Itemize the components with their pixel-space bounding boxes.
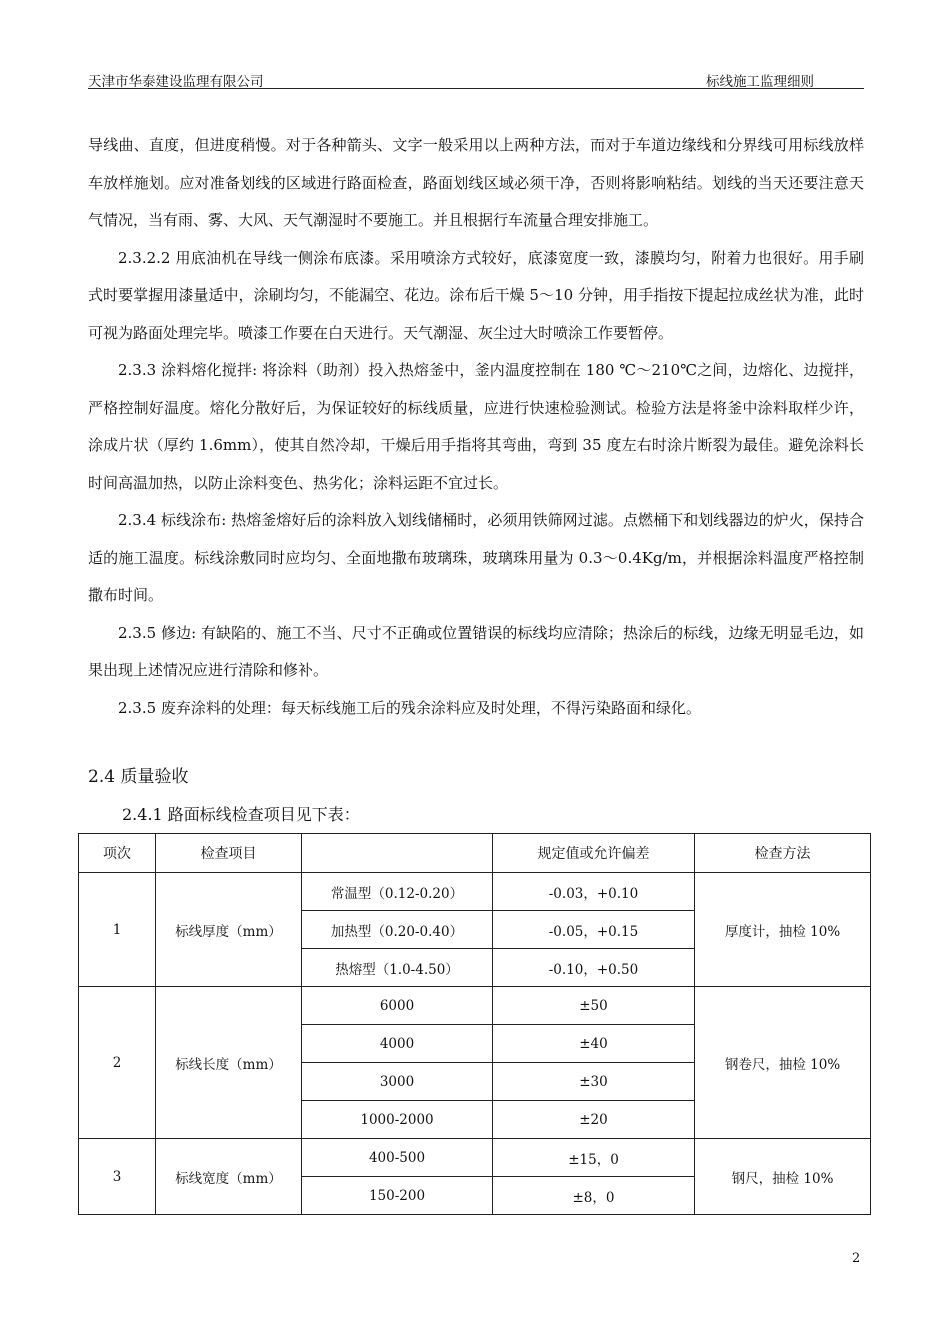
spec-cell: 150-200 (302, 1177, 493, 1215)
item-name: 标线宽度（mm） (156, 1139, 302, 1215)
spec-cell: 400-500 (302, 1139, 493, 1177)
header-cell: 规定值或允许偏差 (493, 834, 695, 873)
paragraph: 2.3.5 修边: 有缺陷的、施工不当、尺寸不正确或位置错误的标线均应清除；热涂后的标线，边缘无明显毛边，如果出现上述情况应进行清除和修补。 (88, 623, 864, 679)
paragraph: 2.3.3 涂料熔化搅拌: 将涂料（助剂）投入热熔釜中，釜内温度控制在 180 ℃～210℃之间，边熔化、边搅拌，严格控制好温度。熔化分散好后，为保证较好的标线质量，应进行快速检验测试。检验方法是将釜中涂料取样少许，涂成片状（厚约 1.6mm），使其自然冷却，干燥后用手指将其弯曲，弯到 35 度左右时涂片断裂为最佳。避免涂料长时间高温加热，以防止涂料变色、热劣化；涂料运距不宜过长。 (88, 361, 864, 492)
header-cell: 检查方法 (695, 834, 871, 873)
tolerance-cell: -0.05，+0.15 (493, 911, 695, 949)
paragraph: 2.3.4 标线涂布: 热熔釜熔好后的涂料放入划线储桶时，必须用铁筛网过滤。点燃桶下和划线器边的炉火，保持合适的施工温度。标线涂敷同时应均匀、全面地撒布玻璃珠，玻璃珠用量为 0.3～0.4Kg/m，并根据涂料温度严格控制撒布时间。 (88, 511, 864, 604)
page-number: 2 (852, 1251, 861, 1266)
header-company: 天津市华泰建设监理有限公司 (88, 74, 264, 90)
tolerance-cell: ±30 (493, 1063, 695, 1101)
tolerance-cell: -0.10，+0.50 (493, 949, 695, 987)
method-cell: 钢尺，抽检 10% (695, 1139, 871, 1215)
method-cell: 厚度计，抽检 10% (695, 873, 871, 987)
section-title: 2.4 质量验收 (88, 767, 189, 787)
item-number: 3 (79, 1139, 156, 1215)
spec-cell: 1000-2000 (302, 1101, 493, 1139)
spec-cell: 常温型（0.12-0.20） (302, 873, 493, 911)
header-cell: 检查项目 (156, 834, 302, 873)
tolerance-cell: ±50 (493, 987, 695, 1025)
table-row (79, 873, 871, 911)
tolerance-cell: ±20 (493, 1101, 695, 1139)
header-cell: 项次 (79, 834, 156, 873)
paragraph: 2.3.2.2 用底油机在导线一侧涂布底漆。采用喷涂方式较好，底漆宽度一致，漆膜均匀，附着力也很好。用手刷式时要掌握用漆量适中，涂刷均匀，不能漏空、花边。涂布后干燥 5～10 分钟，用手指按下提起拉成丝状为准，此时可视为路面处理完毕。喷漆工作要在白天进行。天气潮湿、灰尘过大时喷涂工作要暂停。 (88, 248, 864, 342)
page-header (88, 66, 864, 89)
spec-cell: 加热型（0.20-0.40） (302, 911, 493, 949)
tolerance-cell: -0.03，+0.10 (493, 873, 695, 911)
tolerance-cell: ±8，0 (493, 1177, 695, 1215)
inspection-table (78, 833, 871, 1215)
spec-cell: 热熔型（1.0-4.50） (302, 949, 493, 987)
table-header-row (79, 834, 871, 873)
subsection-title: 2.4.1 路面标线检查项目见下表： (122, 805, 360, 824)
item-name: 标线长度（mm） (156, 987, 302, 1139)
item-name: 标线厚度（mm） (156, 873, 302, 987)
tolerance-cell: ±40 (493, 1025, 695, 1063)
header-doc-title: 标线施工监理细则 (706, 74, 814, 90)
item-number: 2 (79, 987, 156, 1139)
spec-cell: 6000 (302, 987, 493, 1025)
spec-cell: 3000 (302, 1063, 493, 1101)
paragraph: 导线曲、直度，但进度稍慢。对于各种箭头、文字一般采用以上两种方法，而对于车道边缘线和分界线可用标线放样车放样施划。应对准备划线的区域进行路面检查，路面划线区域必须干净，否则将影响粘结。划线的当天还要注意天气情况，当有雨、雾、大风、天气潮湿时不要施工。并且根据行车流量合理安排施工。 (88, 136, 864, 229)
header-cell (302, 834, 493, 873)
tolerance-cell: ±15，0 (493, 1139, 695, 1177)
paragraph: 2.3.5 废弃涂料的处理：每天标线施工后的残余涂料应及时处理，不得污染路面和绿化。 (118, 698, 701, 717)
table-row (79, 987, 871, 1025)
body-text (88, 127, 864, 727)
table-row (79, 1139, 871, 1177)
method-cell: 钢卷尺，抽检 10% (695, 987, 871, 1139)
item-number: 1 (79, 873, 156, 987)
spec-cell: 4000 (302, 1025, 493, 1063)
